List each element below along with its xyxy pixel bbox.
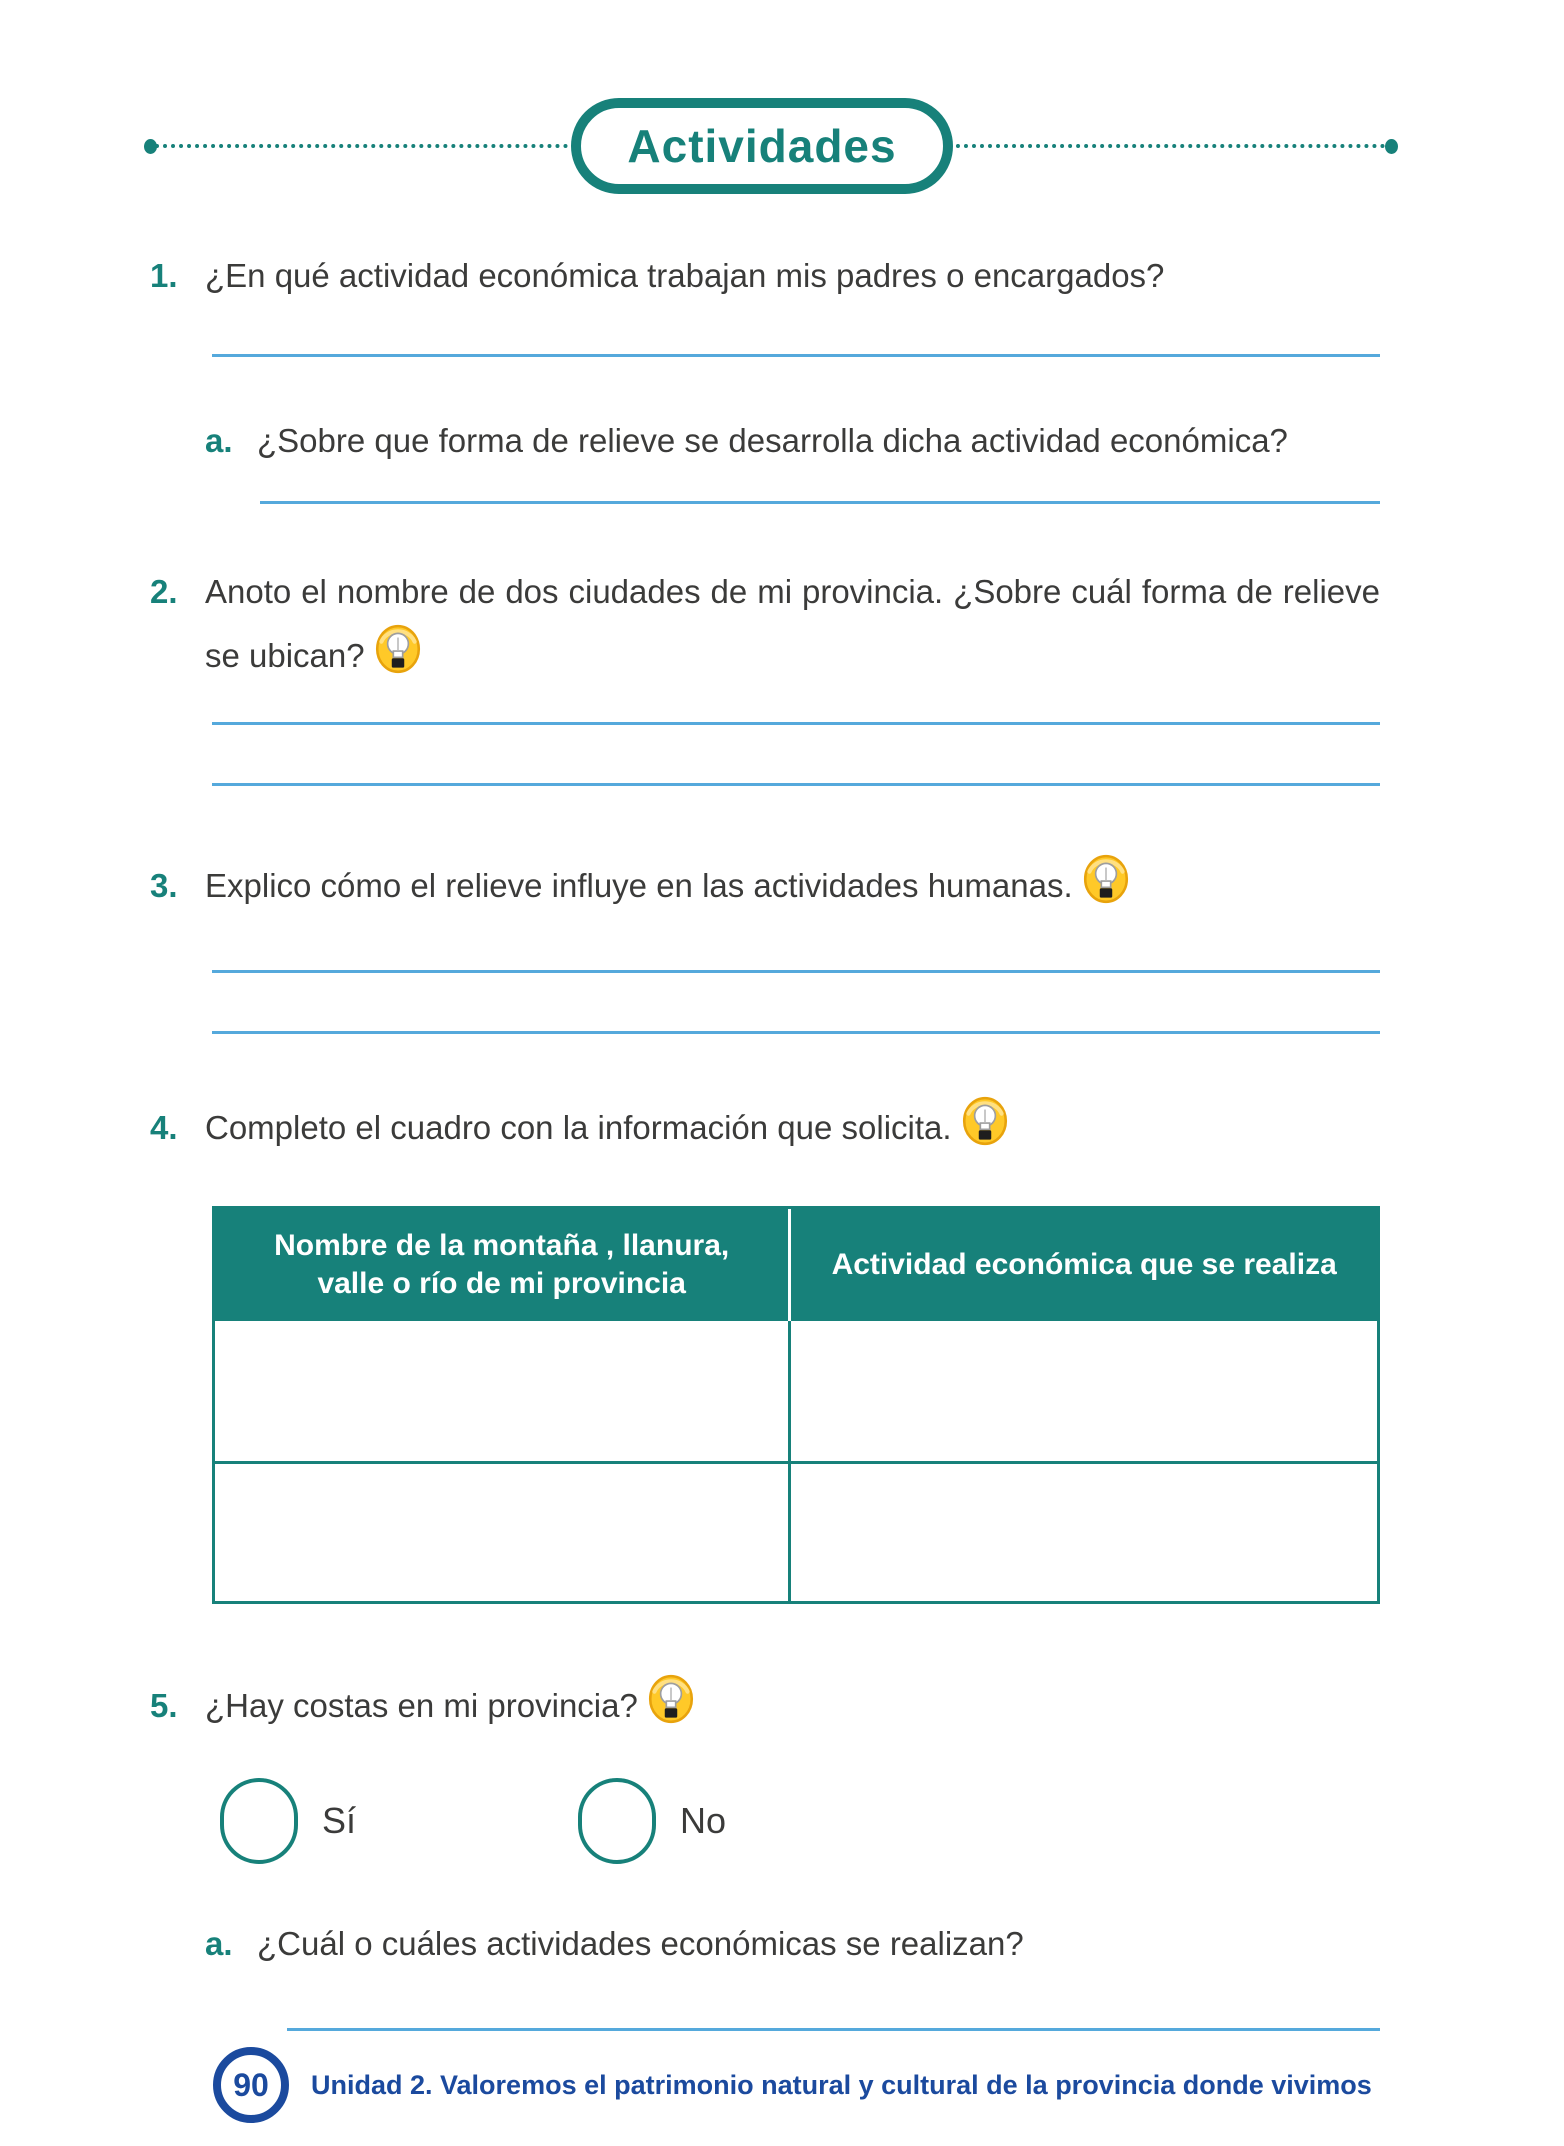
question-1-text: ¿En qué actividad económica trabajan mis padres o encargados? bbox=[205, 257, 1165, 294]
question-5-text bbox=[205, 1674, 1380, 1738]
table-cell[interactable] bbox=[791, 1464, 1377, 1601]
option-no-circle[interactable] bbox=[578, 1778, 656, 1864]
workbook-page bbox=[0, 98, 1564, 2146]
question-5-text-content: ¿Hay costas en mi provincia? bbox=[205, 1687, 638, 1724]
table-row bbox=[215, 1321, 1377, 1461]
question-5a bbox=[205, 1912, 1380, 1976]
option-si-circle[interactable] bbox=[220, 1778, 298, 1864]
option-no-label: No bbox=[680, 1800, 727, 1841]
question-1a bbox=[205, 409, 1380, 473]
question-3-number: 3. bbox=[150, 867, 178, 904]
activities-header bbox=[0, 98, 1564, 194]
answer-line-q2-1[interactable] bbox=[212, 722, 1380, 725]
page-number: 90 bbox=[233, 2066, 269, 2103]
question-4-text-content: Completo el cuadro con la información que solicita. bbox=[205, 1109, 952, 1146]
answer-line-q5a[interactable] bbox=[287, 2028, 1380, 2031]
answer-line-q2-2[interactable] bbox=[212, 783, 1380, 786]
table-cell[interactable] bbox=[791, 1321, 1377, 1461]
question-4-text bbox=[205, 1096, 1380, 1160]
question-1a-text: ¿Sobre que forma de relieve se desarrolla dicha actividad económica? bbox=[257, 422, 1288, 459]
answer-line-q3-1[interactable] bbox=[212, 970, 1380, 973]
table-header-relief-name: Nombre de la montaña , llanura, valle o río de mi provincia bbox=[215, 1209, 791, 1321]
activities-title-badge bbox=[571, 98, 953, 194]
answer-line-q1a[interactable] bbox=[260, 501, 1380, 504]
question-4-number: 4. bbox=[150, 1109, 178, 1146]
table-header-economic-activity: Actividad económica que se realiza bbox=[831, 1248, 1337, 1281]
lightbulb-icon bbox=[375, 623, 421, 677]
page-title: Actividades bbox=[627, 120, 897, 172]
option-si-label: Sí bbox=[322, 1800, 357, 1841]
lightbulb-icon bbox=[648, 1673, 694, 1727]
question-3 bbox=[150, 854, 1380, 918]
activity-table bbox=[212, 1206, 1380, 1604]
question-1 bbox=[150, 244, 1380, 308]
page-footer bbox=[213, 2047, 1380, 2123]
page-number-badge bbox=[213, 2047, 289, 2123]
activity-table-header bbox=[215, 1209, 1377, 1321]
question-1a-letter: a. bbox=[205, 422, 233, 459]
table-row bbox=[215, 1461, 1377, 1601]
rule-end-dot-left bbox=[144, 139, 157, 154]
question-2-number: 2. bbox=[150, 573, 178, 610]
rule-end-dot-right bbox=[1385, 139, 1398, 154]
question-4 bbox=[150, 1096, 1380, 1160]
question-5 bbox=[150, 1674, 1380, 1738]
question-5-number: 5. bbox=[150, 1687, 178, 1724]
table-cell[interactable] bbox=[215, 1321, 791, 1461]
answer-line-q1[interactable] bbox=[212, 354, 1380, 357]
question-3-text-content: Explico cómo el relieve influye en las actividades humanas. bbox=[205, 867, 1073, 904]
lightbulb-icon bbox=[962, 1095, 1008, 1149]
question-1-number: 1. bbox=[150, 257, 178, 294]
answer-line-q3-2[interactable] bbox=[212, 1031, 1380, 1034]
table-cell[interactable] bbox=[215, 1464, 791, 1601]
question-2 bbox=[150, 560, 1380, 688]
question-2-text-content: Anoto el nombre de dos ciudades de mi provincia. ¿Sobre cuál forma de relieve se ubican? bbox=[205, 573, 1380, 674]
footer-unit-title: Unidad 2. Valoremos el patrimonio natural y cultural de la provincia donde vivimos bbox=[311, 2069, 1372, 2100]
lightbulb-icon bbox=[1083, 853, 1129, 907]
question-5a-letter: a. bbox=[205, 1925, 233, 1962]
question-2-text bbox=[205, 560, 1380, 688]
question-5a-text: ¿Cuál o cuáles actividades económicas se realizan? bbox=[257, 1925, 1024, 1962]
question-3-text bbox=[205, 854, 1380, 918]
yes-no-options bbox=[220, 1778, 1380, 1864]
